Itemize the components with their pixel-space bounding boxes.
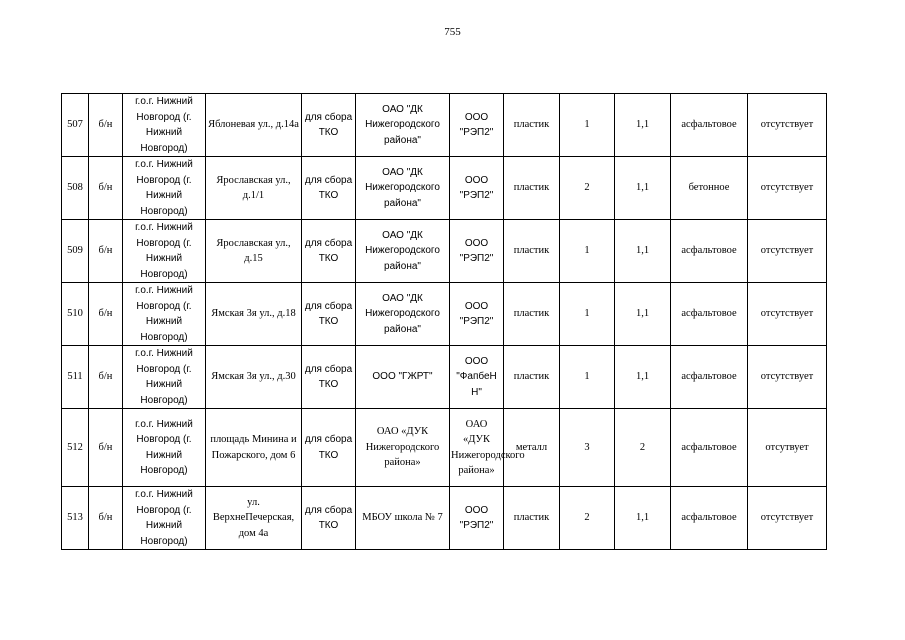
volume-cell: 1,1 <box>615 283 671 346</box>
registry-id: б/н <box>89 487 123 550</box>
row-number: 509 <box>62 220 89 283</box>
fence-cell: отсутствует <box>748 94 827 157</box>
material-cell: пластик <box>504 220 560 283</box>
purpose-cell: для сбора ТКО <box>302 94 356 157</box>
table-row <box>62 487 827 550</box>
operator-cell: ОАО «ДУК Нижегородского района» <box>450 409 504 487</box>
page-number: 755 <box>444 26 461 38</box>
registry-id: б/н <box>89 94 123 157</box>
volume-cell: 1,1 <box>615 94 671 157</box>
surface-cell: асфальтовое <box>671 94 748 157</box>
registry-id: б/н <box>89 283 123 346</box>
registry-id: б/н <box>89 220 123 283</box>
purpose-cell: для сбора ТКО <box>302 220 356 283</box>
address-cell: Ярославская ул., д.1/1 <box>206 157 302 220</box>
material-cell: пластик <box>504 157 560 220</box>
operator-cell: ООО "РЭП2" <box>450 157 504 220</box>
operator-cell: ООО "РЭП2" <box>450 283 504 346</box>
locality-cell: г.о.г. Нижний Новгород (г. Нижний Новгород) <box>123 409 206 487</box>
surface-cell: асфальтовое <box>671 409 748 487</box>
fence-cell: отсутствует <box>748 346 827 409</box>
surface-cell: асфальтовое <box>671 487 748 550</box>
material-cell: пластик <box>504 283 560 346</box>
locality-cell: г.о.г. Нижний Новгород (г. Нижний Новгород) <box>123 157 206 220</box>
count-cell: 1 <box>560 283 615 346</box>
owner-cell: ОАО "ДК Нижегородского района" <box>356 220 450 283</box>
row-number: 508 <box>62 157 89 220</box>
count-cell: 1 <box>560 346 615 409</box>
count-cell: 2 <box>560 487 615 550</box>
purpose-cell: для сбора ТКО <box>302 157 356 220</box>
volume-cell: 1,1 <box>615 220 671 283</box>
owner-cell: ОАО "ДК Нижегородского района" <box>356 157 450 220</box>
count-cell: 3 <box>560 409 615 487</box>
owner-cell: МБОУ школа № 7 <box>356 487 450 550</box>
locality-cell: г.о.г. Нижний Новгород (г. Нижний Новгород) <box>123 487 206 550</box>
row-number: 507 <box>62 94 89 157</box>
count-cell: 1 <box>560 94 615 157</box>
locality-cell: г.о.г. Нижний Новгород (г. Нижний Новгород) <box>123 220 206 283</box>
address-cell: ул. ВерхнеПечерская, дом 4а <box>206 487 302 550</box>
registry-id: б/н <box>89 346 123 409</box>
purpose-cell: для сбора ТКО <box>302 283 356 346</box>
volume-cell: 1,1 <box>615 487 671 550</box>
surface-cell: асфальтовое <box>671 346 748 409</box>
volume-cell: 1,1 <box>615 346 671 409</box>
material-cell: пластик <box>504 487 560 550</box>
count-cell: 1 <box>560 220 615 283</box>
material-cell: металл <box>504 409 560 487</box>
surface-cell: асфальтовое <box>671 220 748 283</box>
owner-cell: ОАО «ДУК Нижегородского района» <box>356 409 450 487</box>
operator-cell: ООО "РЭП2" <box>450 487 504 550</box>
locality-cell: г.о.г. Нижний Новгород (г. Нижний Новгород) <box>123 283 206 346</box>
registry-id: б/н <box>89 409 123 487</box>
address-cell: площадь Минина и Пожарского, дом 6 <box>206 409 302 487</box>
surface-cell: асфальтовое <box>671 283 748 346</box>
table-row <box>62 157 827 220</box>
operator-cell: ООО "РЭП2" <box>450 220 504 283</box>
table-row <box>62 94 827 157</box>
row-number: 510 <box>62 283 89 346</box>
owner-cell: ООО "ГЖРТ" <box>356 346 450 409</box>
row-number: 512 <box>62 409 89 487</box>
row-number: 513 <box>62 487 89 550</box>
owner-cell: ОАО "ДК Нижегородского района" <box>356 94 450 157</box>
table-row <box>62 283 827 346</box>
purpose-cell: для сбора ТКО <box>302 409 356 487</box>
fence-cell: отсутвует <box>748 409 827 487</box>
material-cell: пластик <box>504 346 560 409</box>
address-cell: Ямская 3я ул., д.30 <box>206 346 302 409</box>
table-row <box>62 409 827 487</box>
purpose-cell: для сбора ТКО <box>302 346 356 409</box>
fence-cell: отсутствует <box>748 157 827 220</box>
operator-cell: ООО "РЭП2" <box>450 94 504 157</box>
locality-cell: г.о.г. Нижний Новгород (г. Нижний Новгород) <box>123 346 206 409</box>
operator-cell: ООО "ФапбеН Н" <box>450 346 504 409</box>
volume-cell: 1,1 <box>615 157 671 220</box>
registry-id: б/н <box>89 157 123 220</box>
address-cell: Яблоневая ул., д.14а <box>206 94 302 157</box>
fence-cell: отсутствует <box>748 487 827 550</box>
table-row <box>62 220 827 283</box>
address-cell: Ярославская ул., д.15 <box>206 220 302 283</box>
table-row <box>62 346 827 409</box>
count-cell: 2 <box>560 157 615 220</box>
row-number: 511 <box>62 346 89 409</box>
registry-table <box>61 93 827 550</box>
fence-cell: отсутствует <box>748 283 827 346</box>
owner-cell: ОАО "ДК Нижегородского района" <box>356 283 450 346</box>
material-cell: пластик <box>504 94 560 157</box>
fence-cell: отсутствует <box>748 220 827 283</box>
purpose-cell: для сбора ТКО <box>302 487 356 550</box>
surface-cell: бетонное <box>671 157 748 220</box>
volume-cell: 2 <box>615 409 671 487</box>
address-cell: Ямская 3я ул., д.18 <box>206 283 302 346</box>
locality-cell: г.о.г. Нижний Новгород (г. Нижний Новгород) <box>123 94 206 157</box>
